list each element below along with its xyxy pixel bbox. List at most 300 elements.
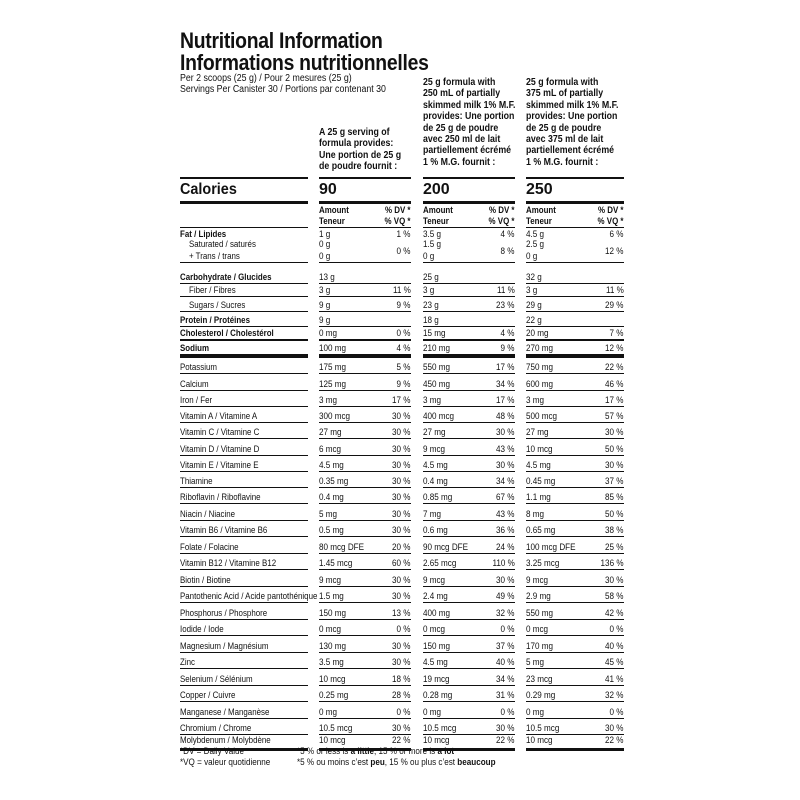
amount-value: 10.5 mcg [423, 723, 457, 733]
row-label: + Trans / trans [189, 251, 240, 261]
row-label: Iron / Fer [180, 395, 213, 405]
row-rule [423, 326, 515, 327]
row-rule [423, 536, 515, 537]
amount-label-french: Teneur [319, 215, 345, 226]
amount-value: 19 mcg [423, 674, 450, 684]
row-rule [180, 602, 308, 603]
row-rule [180, 373, 308, 374]
row-rule [180, 438, 308, 439]
amount-value: 10.5 mcg [319, 723, 353, 733]
amount-value: 300 mcg [319, 411, 351, 421]
amount-value: 2.65 mcg [423, 558, 457, 568]
amount-value: 10 mcg [319, 674, 346, 684]
row-rule [526, 536, 624, 537]
amount-value: 150 mg [319, 608, 347, 618]
row-rule [423, 635, 515, 636]
amount-value: 9 mcg [526, 575, 549, 585]
dv-value: 30 % [392, 492, 411, 502]
row-label: Vitamin A / Vitamine A [180, 411, 258, 421]
dv-value: 30 % [496, 575, 515, 585]
amount-value: 400 mg [423, 608, 451, 618]
amount-value: 0.4 mg [423, 476, 448, 486]
row-rule [180, 262, 308, 263]
row-rule [319, 422, 411, 423]
amount-label-french: Teneur [423, 215, 449, 226]
dv-value: 0 % [501, 624, 515, 634]
amount-value: 3.25 mcg [526, 558, 560, 568]
dv-value: 30 % [605, 460, 624, 470]
row-rule [423, 438, 515, 439]
row-label: Protein / Protéines [180, 315, 250, 325]
dv-value: 136 % [601, 558, 624, 568]
row-rule [319, 652, 411, 653]
amount-header [423, 205, 453, 226]
row-rule [526, 326, 624, 327]
row-rule [180, 311, 308, 312]
row-rule [319, 455, 411, 456]
dv-value: 22 % [496, 735, 515, 745]
amount-value: 8 mg [526, 509, 545, 519]
dv-value: 110 % [492, 558, 515, 568]
footnote-emphasis: a little [350, 746, 374, 756]
row-rule [319, 635, 411, 636]
amount-label: Amount [319, 205, 349, 215]
amount-value: 3.5 mg [319, 657, 344, 667]
dv-value: 0 % [501, 707, 515, 717]
footnote-scale-english [297, 746, 454, 757]
amount-value: 0.85 mg [423, 492, 453, 502]
dv-value: 30 % [392, 641, 411, 651]
amount-value: 4.5 mg [319, 460, 344, 470]
amount-value: 2.4 mg [423, 591, 448, 601]
row-rule [526, 635, 624, 636]
thick-rule [319, 354, 411, 358]
dv-value: 41 % [605, 674, 624, 684]
amount-label-french: Teneur [526, 215, 552, 226]
amount-label: Amount [526, 205, 556, 215]
row-rule [423, 701, 515, 702]
row-rule [180, 652, 308, 653]
row-rule [180, 406, 308, 407]
dv-label: % DV * [489, 205, 515, 215]
footnote-text: , 15 % or more is [373, 746, 438, 756]
row-label: Folate / Folacine [180, 542, 239, 552]
row-label: Fiber / Fibres [189, 285, 236, 295]
amount-value: 1.1 mg [526, 492, 551, 502]
dv-value: 22 % [605, 735, 624, 745]
dv-value: 11 % [497, 285, 515, 295]
dv-value: 30 % [392, 591, 411, 601]
amount-value: 27 mg [319, 427, 342, 437]
amount-value: 2.5 g [526, 239, 545, 249]
dv-value: 25 % [605, 542, 624, 552]
row-label: Vitamin C / Vitamine C [180, 427, 260, 437]
row-rule [180, 296, 308, 297]
amount-header [526, 205, 556, 226]
dv-value: 9 % [397, 379, 411, 389]
row-label: Vitamin E / Vitamine E [180, 460, 259, 470]
row-rule [526, 422, 624, 423]
dv-value: 9 % [397, 300, 411, 310]
footnote-text: , 15 % ou plus c’est [384, 757, 458, 767]
row-rule [423, 586, 515, 587]
amount-value: 0 mcg [423, 624, 446, 634]
amount-value: 10 mcg [423, 735, 450, 745]
dv-value: 50 % [605, 509, 624, 519]
amount-value: 1.5 g [423, 239, 442, 249]
row-rule [423, 373, 515, 374]
amount-value: 500 mcg [526, 411, 558, 421]
amount-value: 270 mg [526, 343, 554, 353]
row-rule [319, 685, 411, 686]
row-rule [423, 602, 515, 603]
row-label: Iodide / Iode [180, 624, 224, 634]
dv-header [385, 205, 411, 226]
dv-value: 40 % [496, 657, 515, 667]
amount-value: 3.5 g [423, 229, 442, 239]
page-title: Nutritional Information [180, 28, 383, 53]
row-rule [180, 422, 308, 423]
dv-value: 17 % [496, 395, 515, 405]
amount-value: 10 mcg [526, 444, 553, 454]
calories-value: 200 [423, 181, 450, 198]
row-rule [526, 406, 624, 407]
row-rule [180, 619, 308, 620]
row-rule [526, 311, 624, 312]
footnote-text: *5 % or less is [297, 746, 351, 756]
dv-value: 18 % [392, 674, 411, 684]
row-rule [526, 569, 624, 570]
dv-value: 30 % [392, 509, 411, 519]
dv-value: 43 % [496, 509, 515, 519]
amount-value: 3 g [526, 285, 538, 295]
top-rule [526, 177, 624, 179]
amount-value: 23 g [423, 300, 439, 310]
amount-value: 0 mg [319, 707, 338, 717]
row-rule [319, 569, 411, 570]
amount-label: Amount [423, 205, 453, 215]
row-rule [526, 455, 624, 456]
row-rule [423, 471, 515, 472]
row-rule [526, 262, 624, 263]
row-rule [526, 503, 624, 504]
servings-per-container-line: Servings Per Canister 30 / Portions par contenant 30 [180, 84, 386, 95]
dv-value: 30 % [605, 575, 624, 585]
dv-value: 34 % [496, 476, 515, 486]
amount-value: 450 mg [423, 379, 451, 389]
dv-value: 5 % [397, 362, 411, 372]
thick-rule [423, 339, 515, 341]
thick-rule [526, 201, 624, 204]
row-rule [319, 487, 411, 488]
row-rule [319, 619, 411, 620]
amount-value: 90 mcg DFE [423, 542, 469, 552]
row-rule [180, 503, 308, 504]
thick-rule [180, 201, 308, 204]
column-header-250ml: 25 g formula with 250 mL of partially skimmed milk 1% M.F. provides: Une portion de 25 g de poudre avec 250 ml de lait partiellement écrémé 1 % M.G. fournit : [423, 77, 516, 168]
dv-value: 30 % [605, 427, 624, 437]
row-label: Potassium [180, 362, 217, 372]
row-rule [180, 390, 308, 391]
amount-value: 4.5 g [526, 229, 545, 239]
dv-value: 34 % [496, 379, 515, 389]
amount-value: 5 mg [319, 509, 338, 519]
amount-value: 0.35 mg [319, 476, 349, 486]
row-rule [526, 586, 624, 587]
amount-value: 5 mg [526, 657, 545, 667]
dv-label-french: % VQ * [489, 215, 515, 226]
row-rule [423, 283, 515, 284]
dv-value: 30 % [496, 460, 515, 470]
dv-value: 11 % [393, 285, 411, 295]
dv-value: 0 % [397, 624, 411, 634]
dv-value: 7 % [610, 328, 624, 338]
dv-value: 22 % [605, 362, 624, 372]
row-rule [526, 471, 624, 472]
amount-value: 22 g [526, 315, 542, 325]
row-rule [423, 668, 515, 669]
amount-value: 13 g [319, 272, 335, 282]
amount-value: 4.5 mg [423, 460, 448, 470]
row-rule [319, 296, 411, 297]
row-rule [423, 503, 515, 504]
dv-value: 30 % [392, 575, 411, 585]
dv-value: 50 % [605, 444, 624, 454]
dv-value: 30 % [392, 525, 411, 535]
row-rule [319, 553, 411, 554]
dv-value: 42 % [605, 608, 624, 618]
row-rule [526, 373, 624, 374]
dv-value: 30 % [496, 723, 515, 733]
row-rule [319, 668, 411, 669]
row-label: Vitamin B6 / Vitamine B6 [180, 525, 268, 535]
header-rule [319, 227, 411, 228]
amount-value: 29 g [526, 300, 542, 310]
dv-label: % DV * [598, 205, 624, 215]
row-rule [319, 283, 411, 284]
top-rule [423, 177, 515, 179]
dv-value: 0 % [610, 624, 624, 634]
dv-value: 30 % [392, 460, 411, 470]
footnote-dv: *DV = Daily Value [180, 746, 245, 756]
row-label: Pantothenic Acid / Acide pantothénique [180, 591, 318, 601]
dv-value: 60 % [392, 558, 411, 568]
row-rule [180, 569, 308, 570]
dv-value: 58 % [605, 591, 624, 601]
amount-value: 0 mg [526, 707, 545, 717]
row-label: Biotin / Biotine [180, 575, 231, 585]
row-rule [526, 619, 624, 620]
amount-value: 170 mg [526, 641, 554, 651]
row-rule [526, 553, 624, 554]
dv-value: 49 % [496, 591, 515, 601]
footnote-emphasis: beaucoup [457, 757, 496, 767]
row-rule [180, 668, 308, 669]
amount-value: 0 mcg [526, 624, 549, 634]
row-label: Calcium [180, 379, 209, 389]
row-label: Zinc [180, 657, 195, 667]
amount-value: 130 mg [319, 641, 347, 651]
amount-value: 18 g [423, 315, 439, 325]
row-rule [423, 390, 515, 391]
header-rule [423, 227, 515, 228]
row-rule [319, 520, 411, 521]
amount-value: 0.29 mg [526, 690, 556, 700]
amount-value: 210 mg [423, 343, 451, 353]
dv-value: 4 % [501, 229, 515, 239]
dv-label: % DV * [385, 205, 411, 215]
row-label: Riboflavin / Riboflavine [180, 492, 261, 502]
row-label: Magnesium / Magnésium [180, 641, 269, 651]
row-rule [319, 536, 411, 537]
amount-value: 1.45 mcg [319, 558, 353, 568]
amount-value: 0.4 mg [319, 492, 344, 502]
serving-size-line: Per 2 scoops (25 g) / Pour 2 mesures (25 g) [180, 73, 352, 84]
amount-value: 1.5 mg [319, 591, 344, 601]
row-rule [423, 311, 515, 312]
dv-header [489, 205, 515, 226]
amount-value: 10 mcg [319, 735, 346, 745]
footnote-scale-french [297, 757, 496, 768]
bottom-rule [526, 748, 624, 751]
amount-value: 0 g [319, 239, 331, 249]
amount-value: 27 mg [423, 427, 446, 437]
thick-rule [180, 339, 308, 341]
amount-value: 0 g [423, 251, 435, 261]
dv-value: 48 % [496, 411, 515, 421]
row-rule [180, 283, 308, 284]
row-rule [180, 586, 308, 587]
dv-value: 0 % [397, 328, 411, 338]
amount-value: 0.45 mg [526, 476, 556, 486]
row-rule [319, 503, 411, 504]
dv-value: 43 % [496, 444, 515, 454]
dv-value: 11 % [606, 285, 624, 295]
amount-value: 9 mcg [423, 575, 446, 585]
amount-value: 32 g [526, 272, 542, 282]
dv-value: 37 % [496, 641, 515, 651]
dv-value: 67 % [496, 492, 515, 502]
dv-value: 30 % [392, 476, 411, 486]
dv-value: 17 % [496, 362, 515, 372]
amount-value: 400 mcg [423, 411, 455, 421]
dv-value: 17 % [392, 395, 411, 405]
thick-rule [526, 354, 624, 358]
row-rule [180, 536, 308, 537]
dv-value: 28 % [392, 690, 411, 700]
amount-value: 15 mg [423, 328, 446, 338]
dv-value: 1 % [397, 229, 411, 239]
row-rule [180, 685, 308, 686]
row-rule [526, 718, 624, 719]
amount-value: 10.5 mcg [526, 723, 560, 733]
dv-value: 32 % [496, 608, 515, 618]
dv-value: 13 % [392, 608, 411, 618]
amount-value: 3 g [319, 285, 331, 295]
row-rule [526, 652, 624, 653]
amount-value: 550 mg [423, 362, 451, 372]
row-rule [180, 520, 308, 521]
amount-value: 0 g [526, 251, 538, 261]
row-rule [423, 422, 515, 423]
amount-value: 6 mcg [319, 444, 342, 454]
dv-value: 30 % [392, 657, 411, 667]
row-rule [423, 520, 515, 521]
thick-rule [526, 339, 624, 341]
row-rule [526, 438, 624, 439]
row-rule [319, 438, 411, 439]
row-rule [319, 602, 411, 603]
amount-value: 3 mg [526, 395, 545, 405]
amount-value: 3 mg [319, 395, 338, 405]
top-rule [180, 177, 308, 179]
amount-value: 175 mg [319, 362, 347, 372]
dv-value: 30 % [392, 427, 411, 437]
row-rule [319, 373, 411, 374]
row-label: Fat / Lipides [180, 229, 227, 239]
amount-value: 25 g [423, 272, 439, 282]
dv-value: 6 % [610, 229, 624, 239]
row-label: Selenium / Sélénium [180, 674, 253, 684]
column-header-375ml: 25 g formula with 375 mL of partially skimmed milk 1% M.F. provides: Une portion de 25 g de poudre avec 375 ml de lait partiellement écrémé 1 % M.G. fournit : [526, 77, 619, 168]
row-rule [180, 326, 308, 327]
row-label: Phosphorus / Phosphore [180, 608, 268, 618]
dv-value: 85 % [605, 492, 624, 502]
amount-value: 7 mg [423, 509, 442, 519]
row-rule [319, 390, 411, 391]
column-header-powder: A 25 g serving of formula provides: Une portion de 25 g de poudre fournit : [319, 127, 402, 173]
dv-value: 23 % [496, 300, 515, 310]
dv-value: 20 % [392, 542, 411, 552]
amount-value: 150 mg [423, 641, 451, 651]
dv-value: 24 % [496, 542, 515, 552]
dv-value: 4 % [501, 328, 515, 338]
amount-value: 0 g [319, 251, 331, 261]
row-label: Manganese / Manganèse [180, 707, 270, 717]
amount-value: 0.28 mg [423, 690, 453, 700]
dv-value: 9 % [501, 343, 515, 353]
row-rule [180, 471, 308, 472]
dv-value: 32 % [605, 690, 624, 700]
row-rule [526, 685, 624, 686]
page-title-french: Informations nutritionnelles [180, 50, 429, 75]
dv-value-merged: 12 % [605, 245, 624, 256]
amount-value: 9 mcg [423, 444, 446, 454]
row-label: Thiamine [180, 476, 213, 486]
amount-value: 9 mcg [319, 575, 342, 585]
header-rule [180, 227, 308, 228]
row-rule [526, 487, 624, 488]
dv-value-merged: 0 % [397, 245, 411, 256]
amount-value: 0.25 mg [319, 690, 349, 700]
row-rule [423, 685, 515, 686]
row-rule [319, 406, 411, 407]
amount-value: 1 g [319, 229, 331, 239]
amount-value: 600 mg [526, 379, 554, 389]
amount-value: 3 mg [423, 395, 442, 405]
row-label: Saturated / saturés [189, 239, 256, 249]
row-rule [180, 701, 308, 702]
row-rule [526, 602, 624, 603]
dv-value: 30 % [605, 723, 624, 733]
row-rule [526, 296, 624, 297]
row-label: Niacin / Niacine [180, 509, 236, 519]
dv-value: 30 % [392, 444, 411, 454]
dv-value: 22 % [392, 735, 411, 745]
row-label: Vitamin D / Vitamine D [180, 444, 260, 454]
dv-label-french: % VQ * [385, 215, 411, 226]
amount-value: 100 mg [319, 343, 347, 353]
